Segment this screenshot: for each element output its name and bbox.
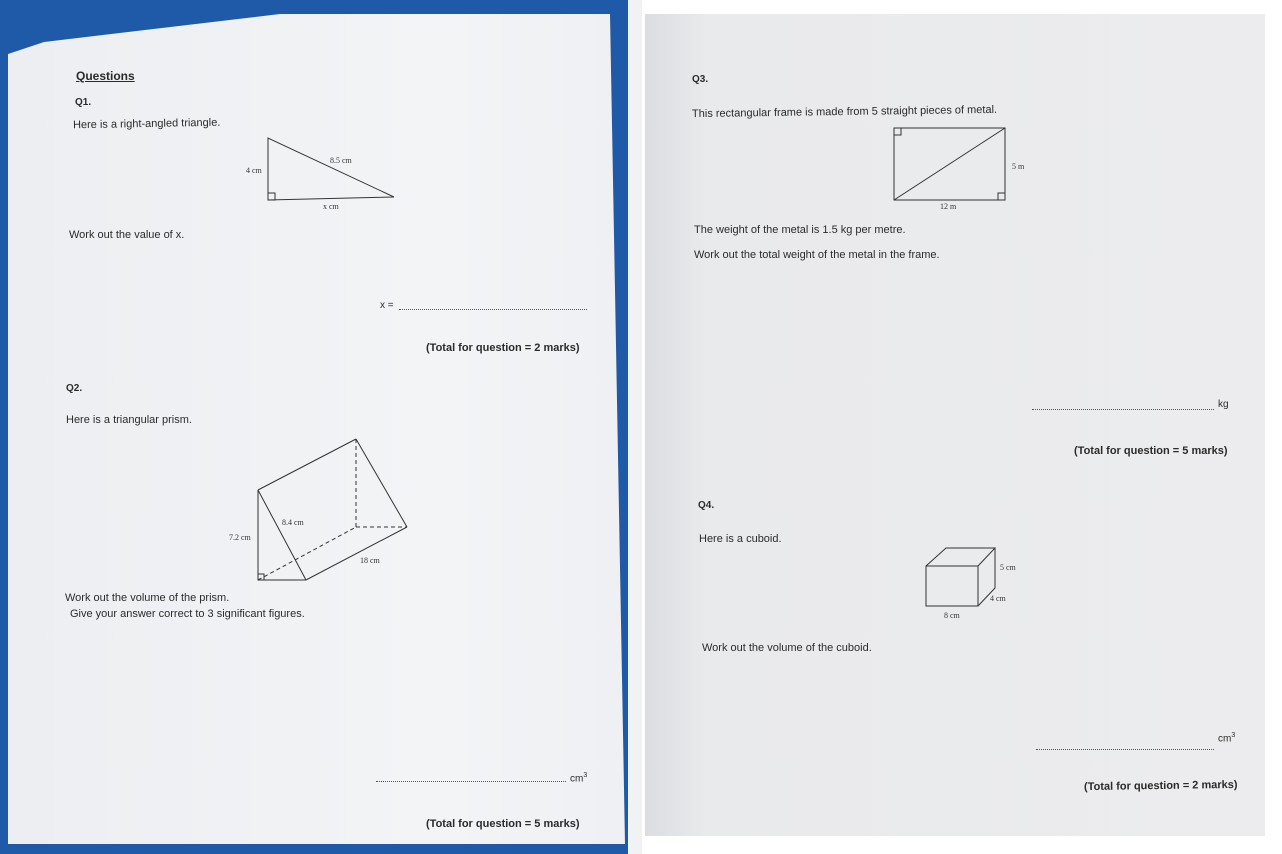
- q1-intro: Here is a right-angled triangle.: [72, 116, 221, 132]
- rectangular-frame-figure: [890, 124, 1010, 204]
- q2-length-label: 18 cm: [360, 556, 380, 565]
- q2-height-label: 7.2 cm: [229, 533, 251, 542]
- q3-height-label: 5 m: [1012, 162, 1025, 171]
- q1-label: Q1.: [75, 97, 92, 108]
- q4-total: (Total for question = 2 marks): [1083, 778, 1238, 794]
- prism-top-edge: [258, 439, 356, 490]
- q1-answer-prefix: x =: [380, 300, 394, 311]
- q3-unit: kg: [1218, 399, 1229, 410]
- q4-unit: $cm^3$: [1218, 732, 1236, 745]
- q4-intro: Here is a cuboid.: [699, 533, 782, 545]
- frame-top-right-angle: [894, 128, 901, 135]
- q4-task: Work out the volume of the cuboid.: [702, 642, 872, 654]
- frame-bottom-right-angle: [998, 193, 1005, 200]
- q3-line1: The weight of the metal is 1.5 kg per metre.: [694, 224, 906, 236]
- q4-label: Q4.: [698, 500, 715, 511]
- frame-diagonal: [894, 128, 1005, 200]
- q2-slant-label: 8.4 cm: [282, 518, 304, 527]
- right-triangle-figure: [262, 134, 402, 204]
- right-angle-mark: [268, 193, 275, 200]
- q3-width-label: 12 m: [940, 202, 957, 211]
- triangular-prism-figure: [250, 430, 420, 590]
- q1-answer-line[interactable]: [399, 309, 587, 310]
- q1-side-label: 4 cm: [246, 166, 262, 175]
- cuboid-top-face: [926, 548, 995, 566]
- q4-depth-label: 4 cm: [990, 594, 1006, 603]
- q1-task: Work out the value of x.: [69, 229, 185, 241]
- triangle-shape: [268, 138, 394, 200]
- q3-intro: This rectangular frame is made from 5 straight pieces of metal.: [691, 103, 998, 121]
- q1-total: (Total for question = 2 marks): [426, 342, 580, 354]
- q2-task-line2: Give your answer correct to 3 significant figures.: [70, 608, 305, 620]
- prism-bottom-right-edge: [306, 527, 407, 580]
- prism-front-slant: [258, 490, 306, 580]
- prism-hidden-diagonal: [258, 527, 356, 580]
- q1-hyp-label: 8.5 cm: [330, 156, 352, 165]
- q2-total: (Total for question = 5 marks): [426, 818, 580, 830]
- q2-task-line1: Work out the volume of the prism.: [65, 592, 230, 604]
- questions-heading: Questions: [76, 69, 135, 83]
- q1-base-label: x cm: [323, 202, 339, 211]
- cuboid-front-face: [926, 566, 978, 606]
- q4-answer-line[interactable]: [1036, 749, 1214, 750]
- q3-label: Q3.: [692, 74, 709, 85]
- q2-label: Q2.: [66, 383, 83, 394]
- q3-answer-line[interactable]: [1032, 409, 1214, 410]
- prism-back-slant: [356, 439, 407, 527]
- q2-unit: $cm^3$: [570, 772, 588, 785]
- q4-length-label: 8 cm: [944, 611, 960, 620]
- q2-intro: Here is a triangular prism.: [66, 414, 192, 426]
- q3-line2: Work out the total weight of the metal in the frame.: [694, 249, 940, 261]
- page-gutter: [628, 0, 642, 854]
- q4-height-label: 5 cm: [1000, 563, 1016, 572]
- q3-total: (Total for question = 5 marks): [1074, 445, 1228, 457]
- q2-answer-line[interactable]: [376, 781, 566, 782]
